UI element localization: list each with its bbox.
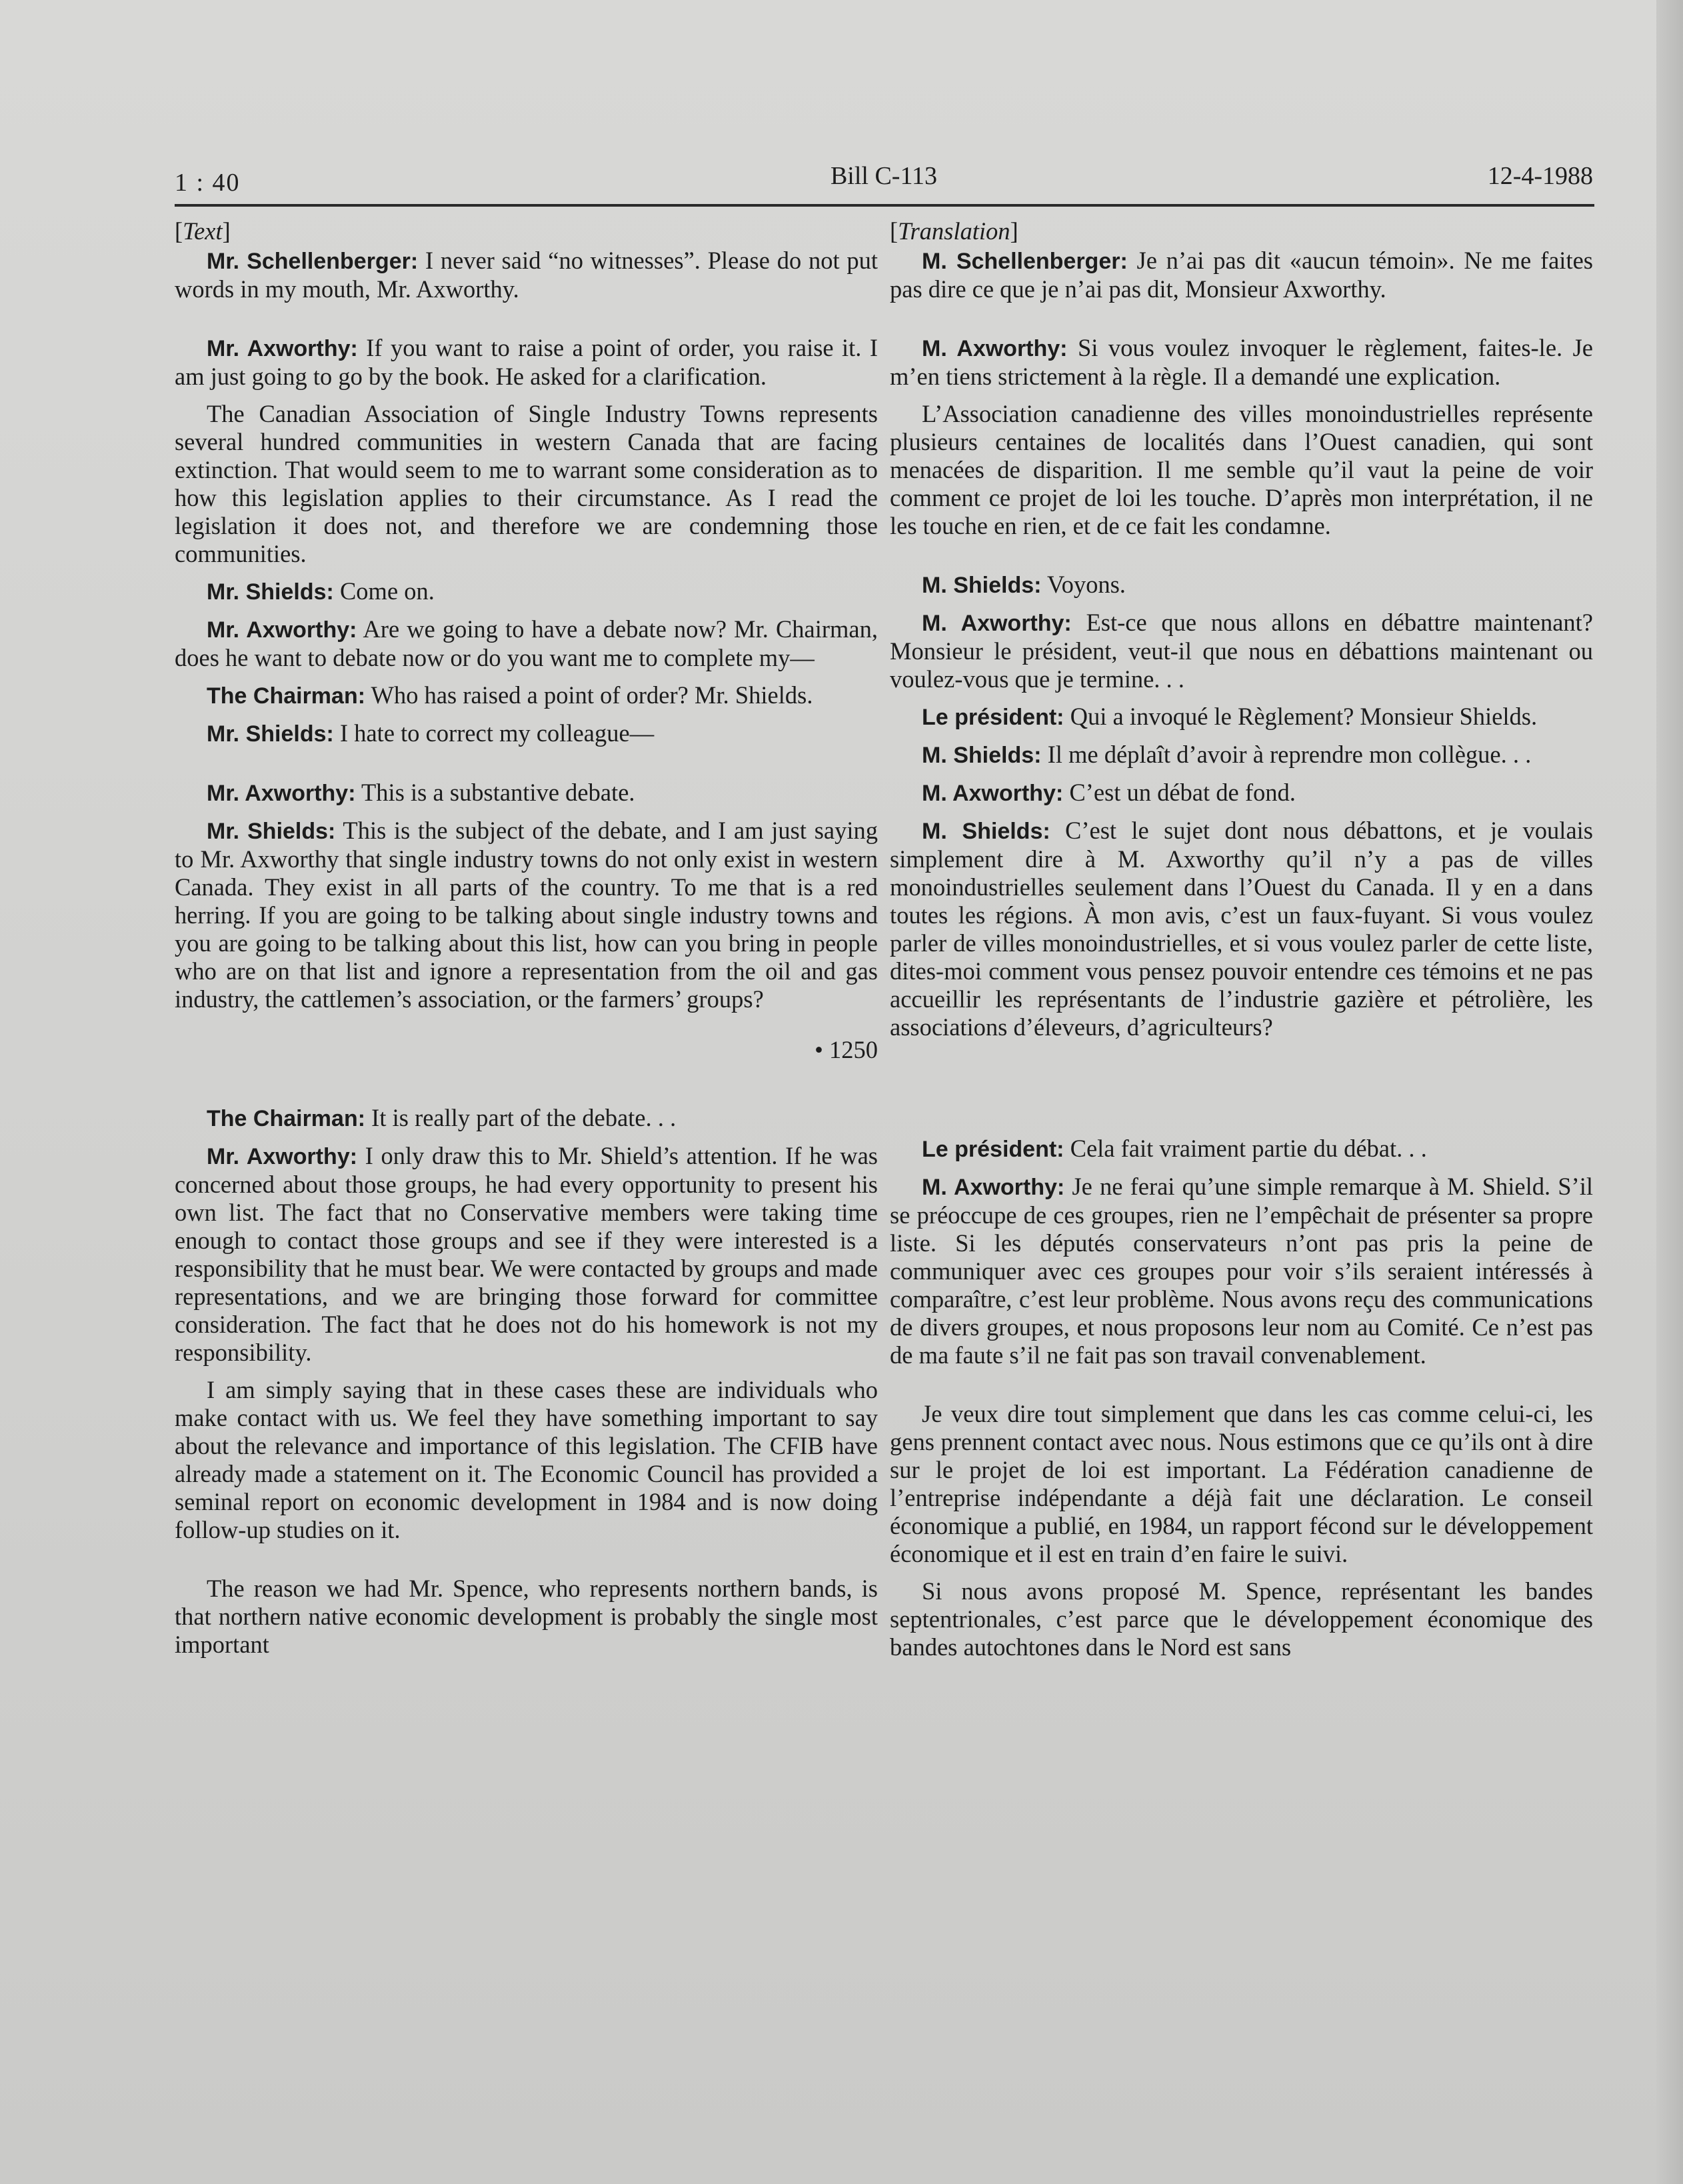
- paragraph: The Canadian Association of Single Industry Towns represents several hundred communities in western Canada that are facing extinction. That would seem to me to warrant some consideration as to how this legislation applies to their circumstance. As I read the legislation it does not, and therefore we are condemning those communities.: [175, 400, 878, 567]
- speaker-name: M. Shields:: [922, 573, 1042, 598]
- paragraph: Mr. Axworthy: I only draw this to Mr. Shield’s attention. If he was concerned about those groups, he had every opportunity to present his own list. The fact that no Conservative members were taking time enough to contact those groups and see if they were interested is a responsibility that he must bear. We were contacted by groups and made representations, and we are bringing those forward for committee consideration. The fact that he does not do his homework is not my responsibility.: [175, 1142, 878, 1366]
- speaker-name: The Chairman:: [207, 683, 366, 709]
- paragraph: M. Axworthy: Si vous voulez invoquer le règlement, faites-le. Je m’en tiens strictement à la règle. Il a demandé une explication.: [890, 334, 1593, 390]
- paragraph: M. Shields: C’est le sujet dont nous débattons, et je voulais simplement dire à M. Axworthy qu’il n’y a pas de villes monoindustrielles seulement dans l’Ouest du Canada. Il y en a dans toutes les régions. À mon avis, c’est un faux-fuyant. Si vous voulez parler de villes monoindustrielles, et si vous voulez parler de cette liste, dites-moi comment vous pensez pouvoir entendre ces témoins et ne pas accueillir les représentants de l’industrie gazière et pétrolière, les associations d’éleveurs, d’agriculteurs?: [890, 817, 1593, 1041]
- paragraph: Mr. Shields: I hate to correct my colleague—: [207, 719, 655, 747]
- paragraph: Je veux dire tout simplement que dans les cas comme celui-ci, les gens prennent contact avec nous. Nous estimons que ce qu’ils ont à dire sur le projet de loi est important. La Fédération canadienne de l’entreprise indépendante a déjà fait une déclaration. Le conseil économique a publié, en 1984, un rapport fécond sur le développement économique et il est en train d’en faire le suivi.: [890, 1400, 1593, 1567]
- french-column: [890, 217, 1593, 1671]
- column-label: [Text]: [175, 217, 231, 245]
- speaker-name: M. Shields:: [922, 743, 1042, 768]
- paragraph: M. Axworthy: C’est un débat de fond.: [922, 779, 1296, 806]
- speaker-name: Mr. Axworthy:: [207, 1144, 358, 1169]
- speaker-name: M. Shields:: [922, 819, 1050, 844]
- speaker-name: Le président:: [922, 1137, 1064, 1162]
- paragraph: Mr. Axworthy: Are we going to have a debate now? Mr. Chairman, does he want to debate now or do you want me to complete my—: [175, 615, 878, 671]
- speaker-name: M. Axworthy:: [922, 781, 1064, 806]
- speaker-name: Mr. Shields:: [207, 721, 334, 747]
- time-marker: • 1250: [815, 1036, 878, 1063]
- bill-title: Bill C-113: [830, 162, 938, 190]
- paragraph: Mr. Shields: Come on.: [207, 577, 435, 605]
- paragraph: M. Schellenberger: Je n’ai pas dit «aucun témoin». Ne me faites pas dire ce que je n’ai pas dit, Monsieur Axworthy.: [890, 247, 1593, 303]
- speaker-name: Mr. Shields:: [207, 819, 336, 844]
- paragraph: M. Shields: Il me déplaît d’avoir à reprendre mon collègue. . .: [922, 741, 1532, 768]
- paragraph: Le président: Cela fait vraiment partie du débat. . .: [922, 1135, 1427, 1162]
- paragraph: The reason we had Mr. Spence, who represents northern bands, is that northern native economic development is probably the single most important: [175, 1575, 878, 1658]
- paragraph: Mr. Schellenberger: I never said “no witnesses”. Please do not put words in my mouth, Mr. Axworthy.: [175, 247, 878, 303]
- paragraph: I am simply saying that in these cases these are individuals who make contact with us. We feel they have something important to say about the relevance and importance of this legislation. The CFIB have already made a statement on it. The Economic Council has provided a seminal report on economic development in 1984 and is now doing follow-up studies on it.: [175, 1376, 878, 1543]
- speaker-name: The Chairman:: [207, 1106, 366, 1131]
- paragraph: Mr. Shields: This is the subject of the debate, and I am just saying to Mr. Axworthy that single industry towns do not only exist in western Canada. They exist in all parts of the country. To me that is a red herring. If you are going to be talking about single industry towns and you are going to be talking about this list, how can you bring in people who are on that list and ignore a representation from the oil and gas industry, the cattlemen’s association, or the farmers’ groups?: [175, 817, 878, 1013]
- page-header: [175, 159, 1593, 201]
- paragraph: M. Axworthy: Je ne ferai qu’une simple remarque à M. Shield. S’il se préoccupe de ces groupes, rien ne l’empêchait de présenter sa propre liste. Si les députés conservateurs n’ont pas pris la peine de communiquer avec ces groupes pour voir s’ils seraient intéressés à comparaître, c’est leur problème. Nous avons reçu des communications de divers groupes, et nous proposons leur nom au Comité. Ce n’est pas de ma faute s’il ne fait pas son travail convenablement.: [890, 1173, 1593, 1369]
- column-label: [Translation]: [890, 217, 1018, 245]
- paragraph: L’Association canadienne des villes monoindustrielles représente plusieurs centaines de localités dans l’Ouest canadien, qui sont menacées de disparition. Il me semble qu’il vaut la peine de voir comment ce projet de loi les touche. D’après mon interprétation, il ne les touche en rien, et de ce fait les condamne.: [890, 400, 1593, 539]
- header-date: 12-4-1988: [1487, 162, 1593, 190]
- paragraph: Si nous avons proposé M. Spence, représentant les bandes septentrionales, c’est parce que le développement économique des bandes autochtones dans le Nord est sans: [890, 1577, 1593, 1661]
- speaker-name: M. Axworthy:: [922, 611, 1072, 636]
- speaker-name: Mr. Schellenberger:: [207, 249, 419, 274]
- paragraph: Mr. Axworthy: This is a substantive debate.: [207, 779, 635, 806]
- page-number: 1 : 40: [175, 169, 241, 197]
- speaker-name: M. Schellenberger:: [922, 249, 1128, 274]
- paragraph: The Chairman: Who has raised a point of order? Mr. Shields.: [207, 681, 813, 709]
- speaker-name: Mr. Shields:: [207, 579, 334, 605]
- page-edge: [1656, 0, 1683, 2184]
- english-column: [175, 217, 878, 1668]
- speaker-name: Le président:: [922, 705, 1064, 730]
- paragraph: The Chairman: It is really part of the debate. . .: [207, 1104, 677, 1131]
- paragraph: Mr. Axworthy: If you want to raise a point of order, you raise it. I am just going to go by the book. He asked for a clarification.: [175, 334, 878, 390]
- speaker-name: M. Axworthy:: [922, 336, 1068, 361]
- speaker-name: Mr. Axworthy:: [207, 336, 358, 361]
- paragraph: M. Axworthy: Est-ce que nous allons en débattre maintenant? Monsieur le président, veut-il que nous en débattions maintenant ou voulez-vous que je termine. . .: [890, 609, 1593, 693]
- speaker-name: Mr. Axworthy:: [207, 781, 356, 806]
- speaker-name: M. Axworthy:: [922, 1175, 1065, 1200]
- speaker-name: Mr. Axworthy:: [207, 617, 357, 643]
- paragraph: Le président: Qui a invoqué le Règlement? Monsieur Shields.: [922, 703, 1538, 730]
- header-rule: [175, 204, 1594, 207]
- paragraph: M. Shields: Voyons.: [922, 571, 1126, 598]
